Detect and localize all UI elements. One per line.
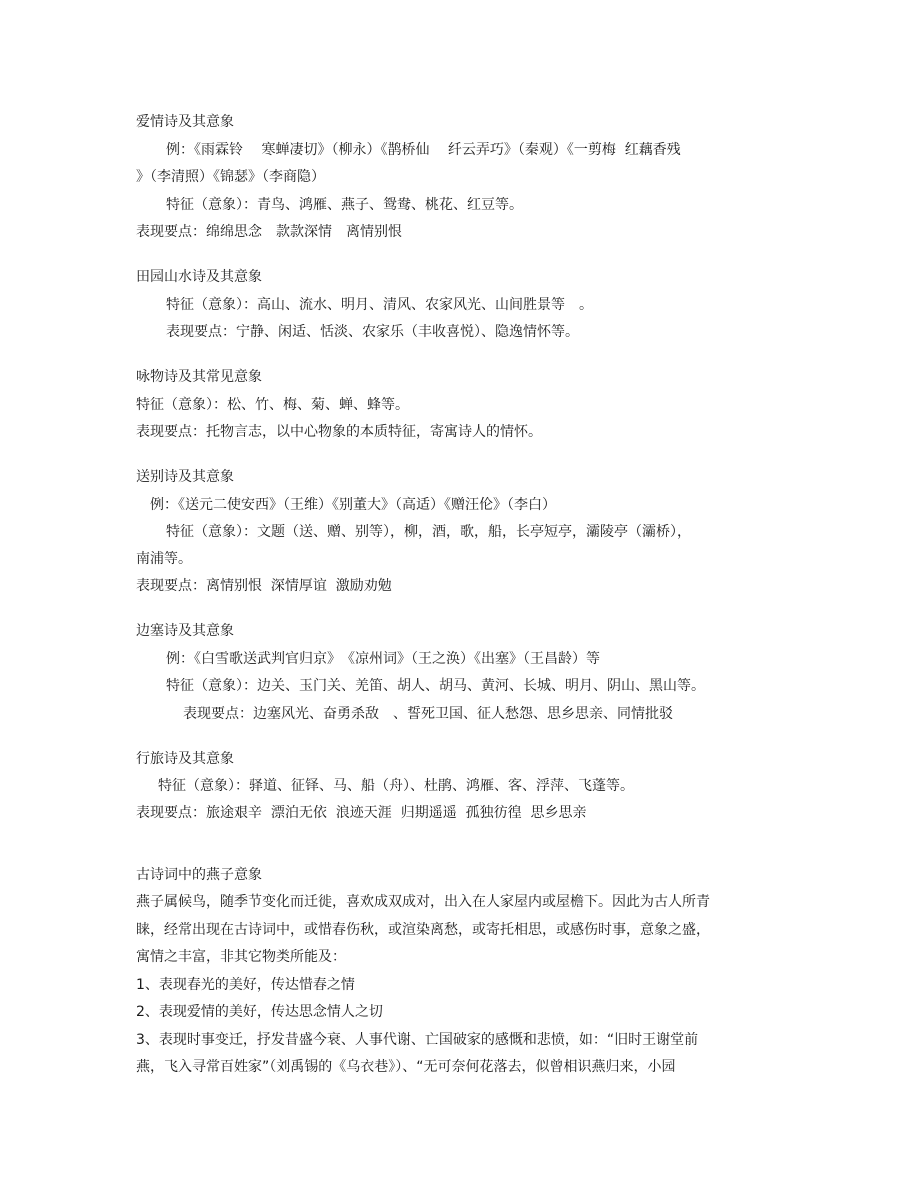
frontier-key-points: 表现要点：边塞风光、奋勇杀敌 、誓死卫国、征人愁怨、思乡思亲、同情批驳 (183, 706, 673, 722)
love-section-title: 爱情诗及其意象 (136, 114, 234, 130)
love-key-points: 表现要点：绵绵思念 款款深情 离情别恨 (136, 224, 402, 240)
travel-features: 特征（意象）：驿道、征铎、马、船（舟）、杜鹃、鸿雁、客、浮萍、飞蓬等。 (158, 778, 634, 794)
farewell-examples: 例：《送元二使安西》（王维）《别董大》（高适）《赠汪伦》（李白） (150, 497, 556, 513)
frontier-examples: 例：《白雪歌送武判官归京》 《凉州词》（王之涣）《出塞》（王昌龄）等 (166, 651, 600, 667)
object-features: 特征（意象）：松、竹、梅、菊、蝉、蜂等。 (136, 397, 409, 413)
swallow-list-item-3-line-1: 3、表现时事变迁，抒发昔盛今衰、人事代谢、亡国破家的感慨和悲愤，如：“旧时王谢堂前 (136, 1032, 699, 1048)
pastoral-key-points: 表现要点：宁静、闲适、恬淡、农家乐（丰收喜悦）、隐逸情怀等。 (166, 324, 579, 340)
love-examples-line-2: 》（李清照）《锦瑟》（李商隐） (136, 169, 325, 185)
swallow-paragraph-line-2: 睐，经常出现在古诗词中，或惜春伤秋，或渲染离愁，或寄托相思，或感伤时事，意象之盛， (136, 922, 710, 938)
frontier-section-title: 边塞诗及其意象 (136, 623, 234, 639)
swallow-list-item-3-line-2: 燕，飞入寻常百姓家”（刘禹锡的《乌衣巷》）、“无可奈何花落去，似曾相识燕归来，小园 (136, 1059, 676, 1075)
swallow-paragraph-line-1: 燕子属候鸟，随季节变化而迁徙，喜欢成双成对，出入在人家屋内或屋檐下。因此为古人所青 (136, 894, 710, 910)
farewell-features-line-1: 特征（意象）：文题（送、赠、别等），柳，酒，歌，船，长亭短亭，灞陵亭（灞桥）， (166, 524, 691, 540)
frontier-features: 特征（意象）：边关、玉门关、羌笛、胡人、胡马、黄河、长城、明月、阴山、黑山等。 (166, 678, 705, 694)
travel-section-title: 行旅诗及其意象 (136, 751, 234, 767)
swallow-list-item-1: 1、表现春光的美好，传达惜春之情 (136, 977, 355, 993)
farewell-section-title: 送别诗及其意象 (136, 469, 234, 485)
swallow-list-item-2: 2、表现爱情的美好，传达思念情人之切 (136, 1004, 383, 1020)
swallow-paragraph-line-3: 寓情之丰富，非其它物类所能及： (136, 949, 346, 965)
travel-key-points: 表现要点：旅途艰辛 漂泊无依 浪迹天涯 归期遥遥 孤独彷徨 思乡思亲 (136, 805, 587, 821)
swallow-section-title: 古诗词中的燕子意象 (136, 867, 262, 883)
object-key-points: 表现要点：托物言志，以中心物象的本质特征，寄寓诗人的情怀。 (136, 424, 542, 440)
love-features: 特征（意象）：青鸟、鸿雁、燕子、鸳鸯、桃花、红豆等。 (166, 197, 523, 213)
love-examples-line-1: 例：《雨霖铃 寒蝉凄切》（柳永）《鹊桥仙 纤云弄巧》（秦观）《一剪梅 红藕香残 (166, 142, 681, 158)
pastoral-features: 特征（意象）：高山、流水、明月、清风、农家风光、山间胜景等 。 (166, 297, 593, 313)
farewell-key-points: 表现要点：离情别恨 深情厚谊 激励劝勉 (136, 578, 392, 594)
farewell-features-line-2: 南浦等。 (136, 551, 192, 567)
pastoral-section-title: 田园山水诗及其意象 (136, 269, 262, 285)
object-section-title: 咏物诗及其常见意象 (136, 369, 262, 385)
